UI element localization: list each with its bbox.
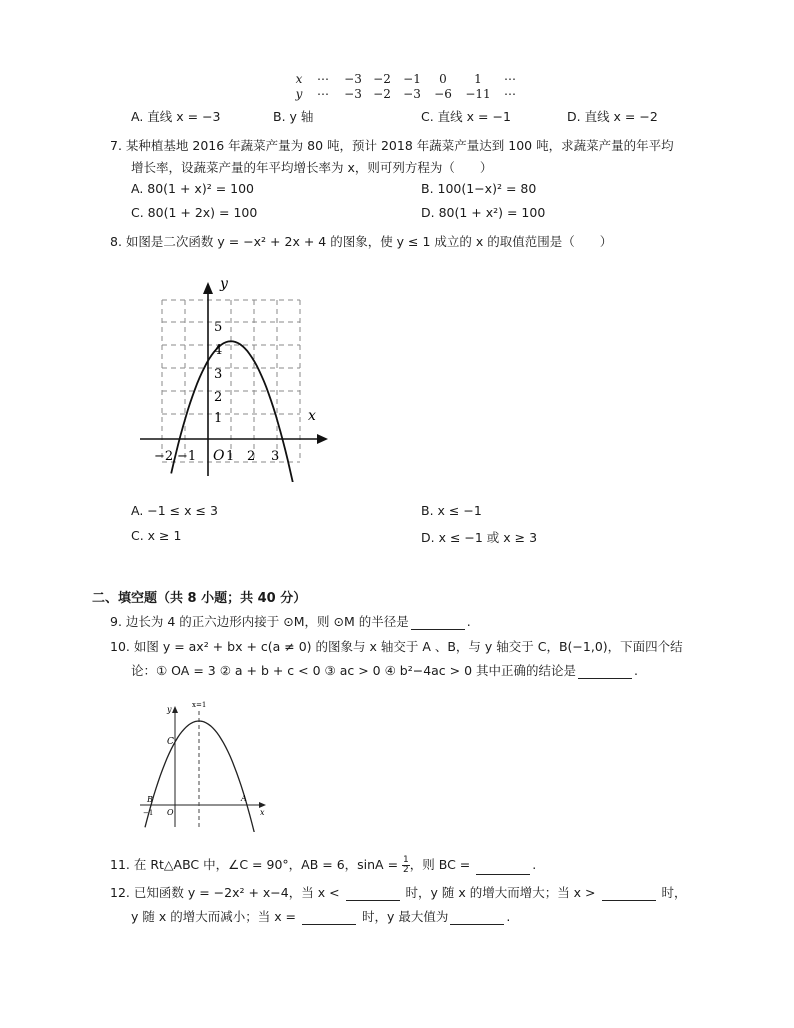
table-cell: −2 [373,87,391,101]
q8-y-label: y [220,276,228,292]
q8-y-tick: 1 [214,411,223,426]
q6-option-a: A. 直线 x = −3 [131,109,221,124]
table-cell: −1 [403,72,421,86]
q8-option-c: C. x ≥ 1 [131,528,182,543]
q10-label-c: C [167,737,174,747]
q8-x-tick: −1 [177,449,197,464]
q8-x-tick: 1 [226,449,235,464]
q7-option-b: B. 100(1−x)² = 80 [421,181,537,196]
q10-label-b: B [147,795,153,804]
q10-y-arrow-icon [172,706,178,713]
q12-line1 [110,883,686,901]
table-cell: 0 [439,72,447,86]
q7-line2: 增长率，设蔬菜产量的年平均增长率为 x，则可列方程为（ ） [131,160,493,175]
answer-blank[interactable] [302,912,356,925]
q10-x-label: x [260,808,265,817]
q12-text: 时，y 随 x 的增大而增大；当 x > [401,885,600,900]
table-cell: ⋯ [504,72,516,86]
q8-origin-label: O [213,448,225,464]
answer-blank[interactable] [476,862,530,875]
table-cell: −3 [344,87,362,101]
table-cell: y [295,87,303,101]
q8-x-tick: 2 [247,449,256,464]
q10-end: . [634,663,639,678]
q9-end: . [466,614,471,629]
q7-option-d: D. 80(1 + x²) = 100 [421,205,546,220]
q11-fraction [402,856,410,875]
q11-text-mid: ，则 BC = [409,857,475,872]
table-cell: −3 [403,87,421,101]
table-cell: ⋯ [504,87,516,101]
q8-graph [130,262,340,482]
q10-line1: 10. 如图 y = ax² + bx + c(a ≠ 0) 的图象与 x 轴交于 A 、B，与 y 轴交于 C，B(−1,0)，下面四个结 [110,639,683,654]
q10-conclusions: 论：① OA = 3 ② a + b + c < 0 ③ ac > 0 ④ b²−4ac > 0 其中正确的结论是 [131,663,577,678]
q10-y-label: y [167,705,172,714]
q8-y-arrow-icon [203,282,213,294]
table-cell: x [295,72,303,86]
q12-text: 时，y 最大值为 [358,909,449,924]
q10-origin-label: O [167,808,174,817]
q7-option-c: C. 80(1 + 2x) = 100 [131,205,258,220]
q6-option-b: B. y 轴 [273,109,314,124]
fraction-numerator: 1 [403,855,409,865]
table-cell: ⋯ [317,72,329,86]
q9-text: 9. 边长为 4 的正六边形内接于 ⊙M，则 ⊙M 的半径是 [110,614,409,629]
q12-line2 [131,907,510,925]
q10-graph [136,697,271,832]
q8-option-a: A. −1 ≤ x ≤ 3 [131,503,218,518]
q11-line [110,855,536,875]
q10-line2 [131,661,638,679]
answer-blank[interactable] [578,666,632,679]
table-cell: 1 [474,72,482,86]
q9-line [110,612,471,630]
fraction-denominator: 2 [403,865,409,875]
q8-y-tick: 3 [214,367,223,382]
answer-blank[interactable] [346,888,400,901]
answer-blank[interactable] [602,888,656,901]
q6-option-c: C. 直线 x = −1 [421,109,511,124]
q7-option-a: A. 80(1 + x)² = 100 [131,181,254,196]
q8-option-d: D. x ≤ −1 或 x ≥ 3 [421,530,538,545]
q10-tick-neg1: −1 [143,809,154,817]
q8-x-arrow-icon [317,434,328,444]
q12-text: 时， [657,885,687,900]
q10-parabola-curve [145,721,254,832]
q8-x-tick: 3 [271,449,280,464]
q11-end: . [532,857,537,872]
q8-grid [162,300,300,462]
q8-y-tick: 4 [214,343,223,358]
q8-x-tick: −2 [154,449,174,464]
q12-text: 12. 已知函数 y = −2x² + x−4，当 x < [110,885,344,900]
answer-blank[interactable] [450,912,504,925]
table-cell: ⋯ [317,87,329,101]
table-cell: −6 [434,87,452,101]
table-cell: −2 [373,72,391,86]
q12-end: . [506,909,511,924]
q11-text: 11. 在 Rt△ABC 中，∠C = 90°，AB = 6，sinA = [110,857,403,872]
table-cell: −3 [344,72,362,86]
q8-option-b: B. x ≤ −1 [421,503,482,518]
answer-blank[interactable] [411,617,465,630]
q8-x-label: x [308,408,316,424]
q8-y-tick: 5 [214,320,223,335]
q10-symmetry-label: x=1 [192,701,207,709]
q10-label-a: A [241,794,247,803]
q7-line1: 7. 某种植基地 2016 年蔬菜产量为 80 吨，预计 2018 年蔬菜产量达到 100 吨，求蔬菜产量的年平均 [110,138,674,153]
table-cell: −11 [465,87,491,101]
section-title: 二、填空题（共 8 小题；共 40 分） [92,591,307,606]
q6-option-d: D. 直线 x = −2 [567,109,658,124]
q8-text: 8. 如图是二次函数 y = −x² + 2x + 4 的图象，使 y ≤ 1 成立的 x 的取值范围是（ ） [110,234,613,249]
q8-y-tick: 2 [214,390,223,405]
q12-text: y 随 x 的增大而减小；当 x = [131,909,301,924]
